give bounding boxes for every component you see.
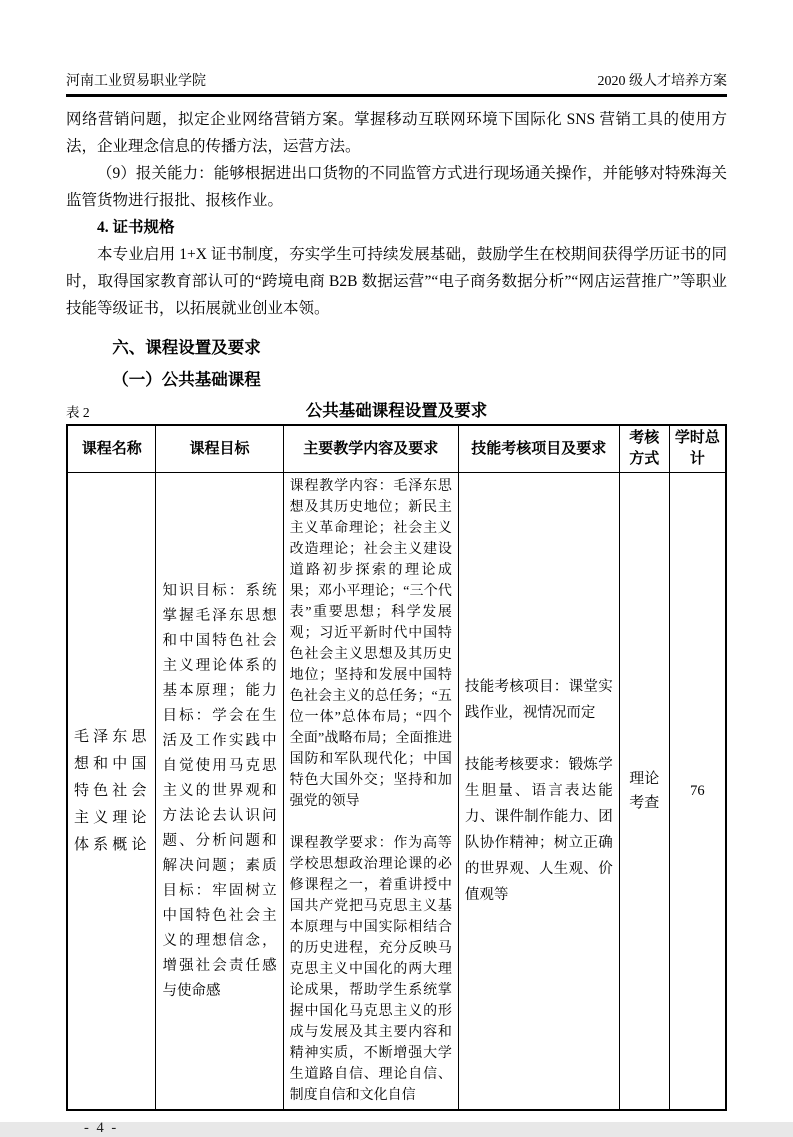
paragraph-customs-ability: （9）报关能力：能够根据进出口货物的不同监管方式进行现场通关操作，并能够对特殊海关监管货物进行报批、报核作业。 [66, 165, 727, 209]
teaching-content-text: 课程教学内容：毛泽东思想及其历史地位；新民主主义革命理论；社会主义改造理论；社会主义建设道路初步探索的理论成果；邓小平理论；“三个代表”重要思想；科学发展观；习近平新时代中国特色社会主义思想及其历史地位；坚持和发展中国特色社会主义的总任务；“五位一体”总体布局；“四个全面”战略布局；全面推进国防和军队现代化；中国特色大国外交；坚持和加强党的领导 [289, 479, 452, 809]
col-header-course-objectives: 课程目标 [156, 425, 283, 473]
skill-assessment-requirements-text: 技能考核要求：锻炼学生胆量、语言表达能力、课件制作能力、团队协作精神；树立正确的世界观、人生观、价值观等 [464, 757, 613, 903]
document-title: 2020 级人才培养方案 [597, 74, 727, 89]
section-heading-courses: 六、课程设置及要求 [112, 338, 261, 357]
course-name-text: 毛泽东思想和中国特色社会主义理论体系概论 [74, 728, 150, 853]
cell-total-hours [669, 473, 726, 1111]
institution-name: 河南工业贸易职业学院 [66, 74, 206, 89]
col-header-total-hours: 学时总计 [669, 425, 726, 473]
table-row [67, 473, 726, 1111]
cell-teaching-content [283, 473, 458, 1111]
course-objectives-text: 知识目标：系统掌握毛泽东思想和中国特色社会主义理论体系的基本原理；能力目标：学会在生活及工作实践中自觉使用马克思主义的世界观和方法论去认识问题、分析问题和解决问题；素质目标：牢固树立中国特色社会主义的理想信念，增强社会责任感与使命感 [162, 582, 277, 999]
certificate-spec-heading: 4. 证书规格 [97, 219, 175, 236]
course-table-header [67, 425, 726, 473]
subsection-heading-public-basic: （一）公共基础课程 [112, 370, 261, 389]
paragraph-marketing: 网络营销问题，拟定企业网络营销方案。掌握移动互联网环境下国际化 SNS 营销工具的使用方法，企业理念信息的传播方法，运营方法。 [66, 111, 727, 155]
cell-course-name [67, 473, 156, 1111]
course-table [66, 424, 727, 1111]
document-body [66, 106, 727, 1111]
paragraph-certificate: 本专业启用 1+X 证书制度，夯实学生可持续发展基础，鼓励学生在校期间获得学历证书的同时，取得国家教育部认可的“跨境电商 B2B 数据运营”“电子商务数据分析”“网店运营推广”等职业技能等级证书，以拓展就业创业本领。 [66, 246, 727, 317]
cell-exam-method [619, 473, 669, 1111]
cell-course-objectives [156, 473, 283, 1111]
teaching-requirements-text: 课程教学要求：作为高等学校思想政治理论课的必修课程之一，着重讲授中国共产党把马克思主义基本原理与中国实际相结合的历史进程，充分反映马克思主义中国化的两大理论成果，帮助学生系统掌握中国化马克思主义的形成与发展及其主要内容和精神实质，不断增强大学生道路自信、理论自信、制度自信和文化自信 [289, 836, 452, 1103]
exam-method-text: 理论考查 [629, 771, 660, 811]
total-hours-value: 76 [690, 782, 705, 799]
cell-skill-assessment [458, 473, 619, 1111]
skill-assessment-project-text: 技能考核项目：课堂实践作业，视情况而定 [464, 679, 613, 721]
table-title: 公共基础课程设置及要求 [305, 401, 488, 420]
table-caption [66, 400, 727, 422]
col-header-teaching-content: 主要教学内容及要求 [283, 425, 458, 473]
col-header-exam-method: 考核方式 [619, 425, 669, 473]
col-header-skill-assessment: 技能考核项目及要求 [458, 425, 619, 473]
table-label: 表 2 [66, 405, 90, 420]
page-header [66, 0, 727, 97]
page-number: - 4 - [84, 1120, 119, 1136]
col-header-course-name: 课程名称 [67, 425, 156, 473]
page-footer [66, 1120, 727, 1137]
